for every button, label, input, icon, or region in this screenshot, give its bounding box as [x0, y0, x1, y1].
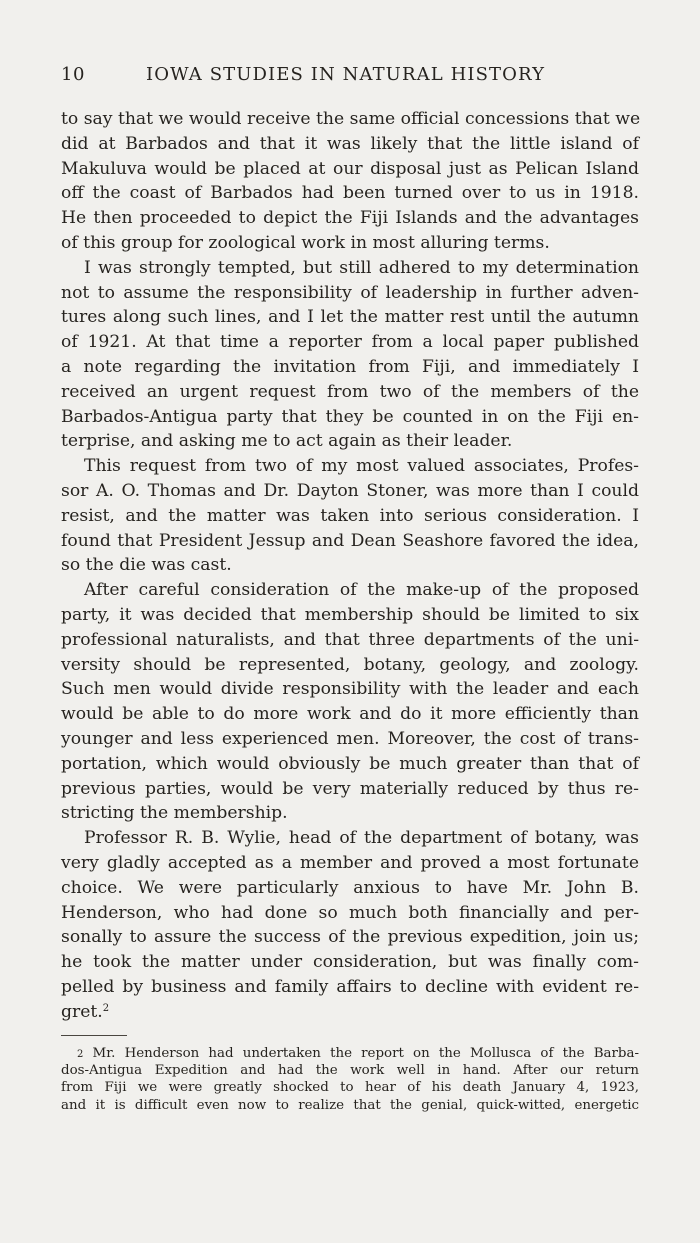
footnote-line: and it is difficult even now to realize that the genial, quick-witted, energetic: [61, 1097, 639, 1113]
text-line: This request from two of my most valued associates, Profes-: [84, 456, 639, 477]
text-line: party, it was decided that membership should be limited to six: [61, 604, 639, 625]
text-line: did at Barbados and that it was likely that the little island of: [61, 133, 639, 154]
running-head: IOWA STUDIES IN NATURAL HISTORY: [146, 64, 546, 85]
body-text: [61, 107, 639, 1024]
text-line: stricting the membership.: [61, 803, 288, 824]
text-fragment: gret.: [61, 1001, 103, 1022]
text-line: to say that we would receive the same official concessions that we: [61, 109, 641, 129]
text-line: resist, and the matter was taken into serious consideration. I: [61, 505, 639, 526]
text-line: Professor R. B. Wylie, head of the department of botany, was: [84, 828, 639, 849]
text-line: very gladly accepted as a member and proved a most fortunate: [61, 852, 639, 873]
text-line: terprise, and asking me to act again as their leader.: [61, 431, 513, 452]
page-header: [61, 62, 639, 88]
text-line: sonally to assure the success of the previous expedition, join us;: [61, 927, 639, 948]
text-line: pelled by business and family affairs to decline with evident re-: [61, 976, 639, 997]
text-line: previous parties, would be very materially reduced by thus re-: [61, 778, 639, 799]
text-line: of 1921. At that time a reporter from a local paper published: [61, 332, 639, 353]
text-line: Barbados-Antigua party that they be counted in on the Fiji en-: [61, 406, 639, 427]
text-line: so the die was cast.: [61, 555, 232, 576]
text-line-final: [61, 1000, 639, 1025]
text-line: received an urgent request from two of the members of the: [61, 381, 639, 402]
text-line: found that President Jessup and Dean Seashore favored the idea,: [61, 530, 639, 551]
text-line: I was strongly tempted, but still adhered to my determination: [84, 257, 639, 278]
text-line: a note regarding the invitation from Fiji, and immediately I: [61, 356, 639, 377]
text-line: he took the matter under consideration, but was finally com-: [61, 952, 639, 973]
text-line: Such men would divide responsibility with the leader and each: [61, 679, 639, 700]
text-line: younger and less experienced men. Moreover, the cost of trans-: [61, 728, 639, 749]
text-line: sor A. O. Thomas and Dr. Dayton Stoner, was more than I could: [61, 480, 639, 501]
footnote-line: [61, 1045, 639, 1062]
text-line: choice. We were particularly anxious to have Mr. John B.: [61, 877, 639, 898]
text-line: portation, which would obviously be much greater than that of: [61, 753, 639, 774]
text-line: would be able to do more work and do it more efficiently than: [61, 704, 639, 725]
text-line: tures along such lines, and I let the matter rest until the autumn: [61, 307, 639, 328]
text-line: Henderson, who had done so much both financially and per-: [61, 902, 639, 923]
text-line: professional naturalists, and that three departments of the uni-: [61, 629, 639, 650]
footnote-rule: [61, 1035, 127, 1036]
text-line: of this group for zoological work in most alluring terms.: [61, 232, 550, 253]
text-line: He then proceeded to depict the Fiji Islands and the advantages: [61, 208, 639, 229]
page-number: 10: [61, 64, 85, 85]
footnote-line: from Fiji we were greatly shocked to hear of his death January 4, 1923,: [61, 1080, 639, 1096]
footnote-text: Mr. Henderson had undertaken the report on the Mollusca of the Barba-: [92, 1046, 639, 1061]
text-line: After careful consideration of the make-up of the proposed: [84, 580, 639, 601]
footnote-block: [61, 1045, 639, 1114]
text-line: versity should be represented, botany, geology, and zoology.: [61, 654, 639, 675]
footnote-line: dos-Antigua Expedition and had the work well in hand. After our return: [61, 1063, 639, 1079]
footnote-reference: 2: [102, 1002, 110, 1014]
text-line: not to assume the responsibility of leadership in further adven-: [61, 282, 639, 303]
footnote-marker: 2: [77, 1049, 84, 1060]
text-line: off the coast of Barbados had been turned over to us in 1918.: [61, 183, 639, 204]
text-line: Makuluva would be placed at our disposal just as Pelican Island: [61, 158, 639, 179]
